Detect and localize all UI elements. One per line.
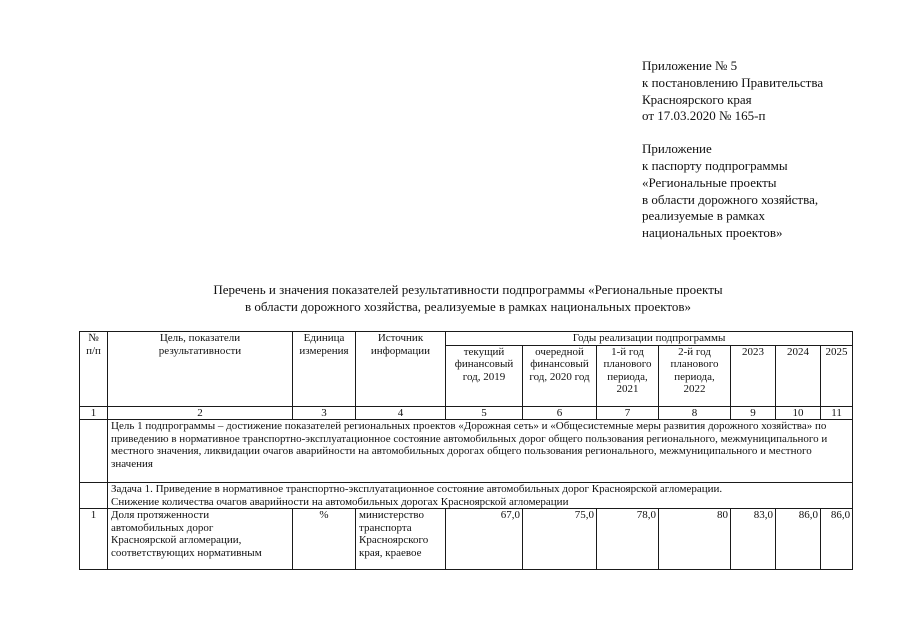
annex-line: Красноярского края bbox=[642, 91, 752, 107]
column-number: 7 bbox=[597, 406, 659, 420]
table-header-row bbox=[80, 332, 853, 346]
row-value-2020: 75,0 bbox=[523, 509, 597, 570]
row-source: министерство транспорта Красноярского края, краевое bbox=[356, 509, 446, 570]
column-number: 4 bbox=[356, 406, 446, 420]
document-title-line: в области дорожного хозяйства, реализуемые в рамках национальных проектов» bbox=[244, 299, 692, 314]
header-num: № п/п bbox=[80, 332, 108, 407]
goal-row-blank bbox=[80, 420, 108, 483]
column-numbers-row bbox=[80, 406, 853, 420]
row-value-2023: 83,0 bbox=[731, 509, 776, 570]
annex-spacer bbox=[642, 125, 892, 141]
header-year-next: очередной финансовый год, 2020 год bbox=[523, 345, 597, 406]
header-year-2025: 2025 bbox=[821, 345, 853, 406]
goal-row bbox=[80, 420, 853, 483]
annex-line: к постановлению Правительства bbox=[642, 74, 824, 90]
header-year-plan2: 2-й год планового периода, 2022 bbox=[659, 345, 731, 406]
annex-line: Приложение bbox=[642, 141, 712, 157]
column-number: 1 bbox=[80, 406, 108, 420]
column-number: 3 bbox=[293, 406, 356, 420]
document-title bbox=[80, 281, 856, 315]
annex-line: от 17.03.2020 № 165-п bbox=[642, 108, 766, 124]
row-indicator-name: Доля протяженности автомобильных дорог Красноярской агломерации, соответствующих нормативным bbox=[108, 509, 293, 570]
column-number: 9 bbox=[731, 406, 776, 420]
document-title-line: Перечень и значения показателей результативности подпрограммы «Региональные проекты bbox=[213, 282, 723, 297]
annex-line: национальных проектов» bbox=[642, 225, 783, 241]
header-years-group: Годы реализации подпрограммы bbox=[446, 332, 853, 346]
indicators-table bbox=[79, 331, 853, 570]
row-value-2021: 78,0 bbox=[597, 509, 659, 570]
row-value-2025: 86,0 bbox=[821, 509, 853, 570]
header-year-plan1: 1-й год планового периода, 2021 bbox=[597, 345, 659, 406]
column-number: 2 bbox=[108, 406, 293, 420]
task-text: Задача 1. Приведение в нормативное транспортно-эксплуатационное состояние автомобильных дорог Красноярской агломерации. Снижение количества очагов аварийности на автомобильных дорогах Красноярской агломерации bbox=[108, 483, 853, 509]
annex-line: Приложение № 5 bbox=[642, 58, 738, 73]
task-row bbox=[80, 483, 853, 509]
column-number: 5 bbox=[446, 406, 523, 420]
header-goal: Цель, показатели результативности bbox=[108, 332, 293, 407]
header-year-2024: 2024 bbox=[776, 345, 821, 406]
row-num: 1 bbox=[80, 509, 108, 570]
row-value-2019: 67,0 bbox=[446, 509, 523, 570]
task-row-blank bbox=[80, 483, 108, 509]
column-number: 8 bbox=[659, 406, 731, 420]
column-number: 10 bbox=[776, 406, 821, 420]
header-source: Источник информации bbox=[356, 332, 446, 407]
row-value-2022: 80 bbox=[659, 509, 731, 570]
column-number: 6 bbox=[523, 406, 597, 420]
row-value-2024: 86,0 bbox=[776, 509, 821, 570]
annex-block bbox=[642, 58, 892, 242]
header-year-current: текущий финансовый год, 2019 bbox=[446, 345, 523, 406]
column-number: 11 bbox=[821, 406, 853, 420]
row-unit: % bbox=[293, 509, 356, 570]
header-unit: Единица измерения bbox=[293, 332, 356, 407]
annex-line: реализуемые в рамках bbox=[642, 208, 765, 224]
table-row bbox=[80, 509, 853, 570]
annex-line: «Региональные проекты bbox=[642, 174, 777, 190]
header-year-2023: 2023 bbox=[731, 345, 776, 406]
annex-line: в области дорожного хозяйства, bbox=[642, 191, 819, 207]
goal-text: Цель 1 подпрограммы – достижение показателей региональных проектов «Дорожная сеть» и «Общесистемные меры развития дорожного хозяйства» по приведению в нормативное транспортно-эксплуатационное состояние автомобильных дорог общего пользования регионального, межмуниципального и местного значения, ликвидации очагов аварийности на автомобильных дорогах общего пользования регионального, межмуниципального и местного значения bbox=[108, 420, 853, 483]
annex-line: к паспорту подпрограммы bbox=[642, 157, 788, 173]
